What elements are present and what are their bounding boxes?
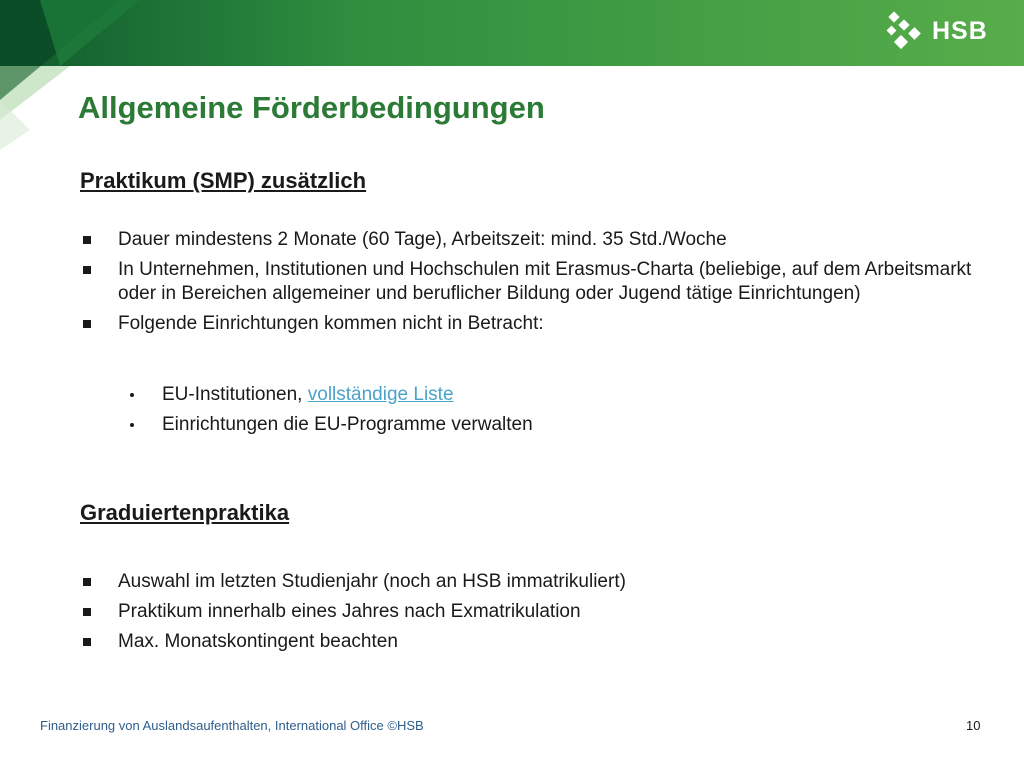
list-item: EU-Institutionen, vollständige Liste (128, 383, 533, 407)
square-bullet-icon (83, 236, 91, 244)
section-heading-smp: Praktikum (SMP) zusätzlich (80, 168, 367, 193)
graduates-bullet-list (80, 570, 1000, 660)
hsb-logo (886, 9, 988, 53)
hsb-logo-icon (886, 11, 924, 51)
dot-bullet-icon (130, 423, 134, 427)
list-item: Praktikum innerhalb eines Jahres nach Exmatrikulation (80, 600, 1000, 624)
list-item: Einrichtungen die EU-Programme verwalten (128, 413, 533, 437)
square-bullet-icon (83, 608, 91, 616)
section-heading-graduates: Graduiertenpraktika (80, 500, 290, 525)
square-bullet-icon (83, 320, 91, 328)
list-item: Auswahl im letzten Studienjahr (noch an HSB immatrikuliert) (80, 570, 1000, 594)
logo-text: HSB (932, 16, 988, 45)
full-list-link[interactable]: vollständige Liste (307, 384, 454, 405)
list-item: In Unternehmen, Institutionen und Hochschulen mit Erasmus-Charta (beliebige, auf dem Arbeitsmarkt oder in Bereichen allgemeiner und beruflicher Bildung oder Jugend tätige Einrichtungen) (80, 258, 1000, 306)
page-number: 10 (966, 718, 981, 733)
list-item: Dauer mindestens 2 Monate (60 Tage), Arbeitszeit: mind. 35 Std./Woche (80, 228, 1000, 252)
list-item: Folgende Einrichtungen kommen nicht in Betracht: (80, 312, 1000, 336)
footer-text: Finanzierung von Auslandsaufenthalten, International Office ©HSB (40, 718, 424, 733)
excluded-institutions-list (128, 383, 533, 443)
corner-decoration (0, 0, 210, 150)
square-bullet-icon (83, 638, 91, 646)
dot-bullet-icon (130, 393, 134, 397)
smp-bullet-list (80, 228, 1000, 342)
square-bullet-icon (83, 578, 91, 586)
square-bullet-icon (83, 266, 91, 274)
slide-title: Allgemeine Förderbedingungen (78, 90, 545, 125)
list-item: Max. Monatskontingent beachten (80, 630, 1000, 654)
